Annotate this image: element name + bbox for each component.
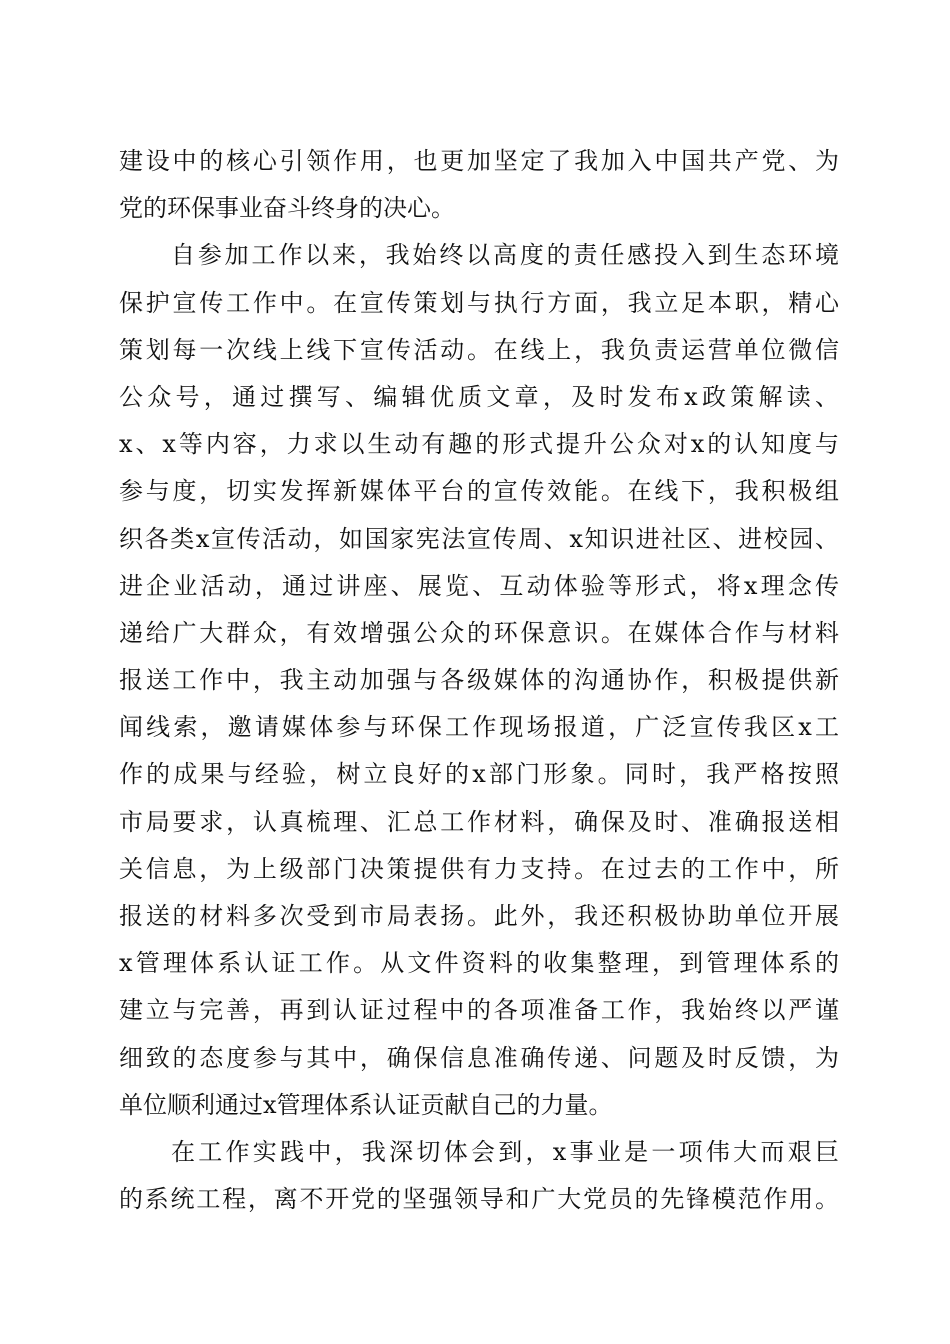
text-line: 保护宣传工作中。在宣传策划与执行方面，我立足本职，精心 bbox=[119, 288, 839, 317]
text-line: 报送工作中，我主动加强与各级媒体的沟通协作，积极提供新 bbox=[119, 666, 839, 695]
paragraph-start-line: 自参加工作以来，我始终以高度的责任感投入到生态环境 bbox=[171, 241, 839, 270]
body-text bbox=[119, 138, 839, 1223]
text-line: 公众号，通过撰写、编辑优质文章，及时发布x政策解读、 bbox=[119, 382, 839, 411]
text-line: 党的环保事业奋斗终身的决心。 bbox=[119, 194, 455, 223]
text-line: 细致的态度参与其中，确保信息准确传递、问题及时反馈，为 bbox=[119, 1043, 839, 1072]
paragraph-start-line: 在工作实践中，我深切体会到，x事业是一项伟大而艰巨 bbox=[171, 1137, 839, 1166]
text-line: 作的成果与经验，树立良好的x部门形象。同时，我严格按照 bbox=[119, 760, 839, 789]
text-line: 市局要求，认真梳理、汇总工作材料，确保及时、准确报送相 bbox=[119, 807, 839, 836]
text-line: 递给广大群众，有效增强公众的环保意识。在媒体合作与材料 bbox=[119, 618, 839, 647]
text-line: 参与度，切实发挥新媒体平台的宣传效能。在线下，我积极组 bbox=[119, 477, 839, 506]
text-line: 策划每一次线上线下宣传活动。在线上，我负责运营单位微信 bbox=[119, 335, 839, 364]
text-line: 单位顺利通过x管理体系认证贡献自己的力量。 bbox=[119, 1090, 613, 1119]
text-line: 闻线索，邀请媒体参与环保工作现场报道，广泛宣传我区x工 bbox=[119, 713, 839, 742]
text-line: 关信息，为上级部门决策提供有力支持。在过去的工作中，所 bbox=[119, 854, 839, 883]
text-line: x管理体系认证工作。从文件资料的收集整理，到管理体系的 bbox=[119, 949, 839, 978]
text-line: 报送的材料多次受到市局表扬。此外，我还积极协助单位开展 bbox=[119, 902, 839, 930]
text-line: 建设中的核心引领作用，也更加坚定了我加入中国共产党、为 bbox=[119, 147, 839, 175]
text-line: x、x等内容，力求以生动有趣的形式提升公众对x的认知度与 bbox=[119, 430, 839, 459]
text-line: 建立与完善，再到认证过程中的各项准备工作，我始终以严谨 bbox=[119, 996, 839, 1025]
text-line: 的系统工程，离不开党的坚强领导和广大党员的先锋模范作用。 bbox=[119, 1185, 839, 1214]
text-line: 进企业活动，通过讲座、展览、互动体验等形式，将x理念传 bbox=[119, 571, 839, 600]
text-line: 织各类x宣传活动，如国家宪法宣传周、x知识进社区、进校园、 bbox=[119, 524, 839, 553]
